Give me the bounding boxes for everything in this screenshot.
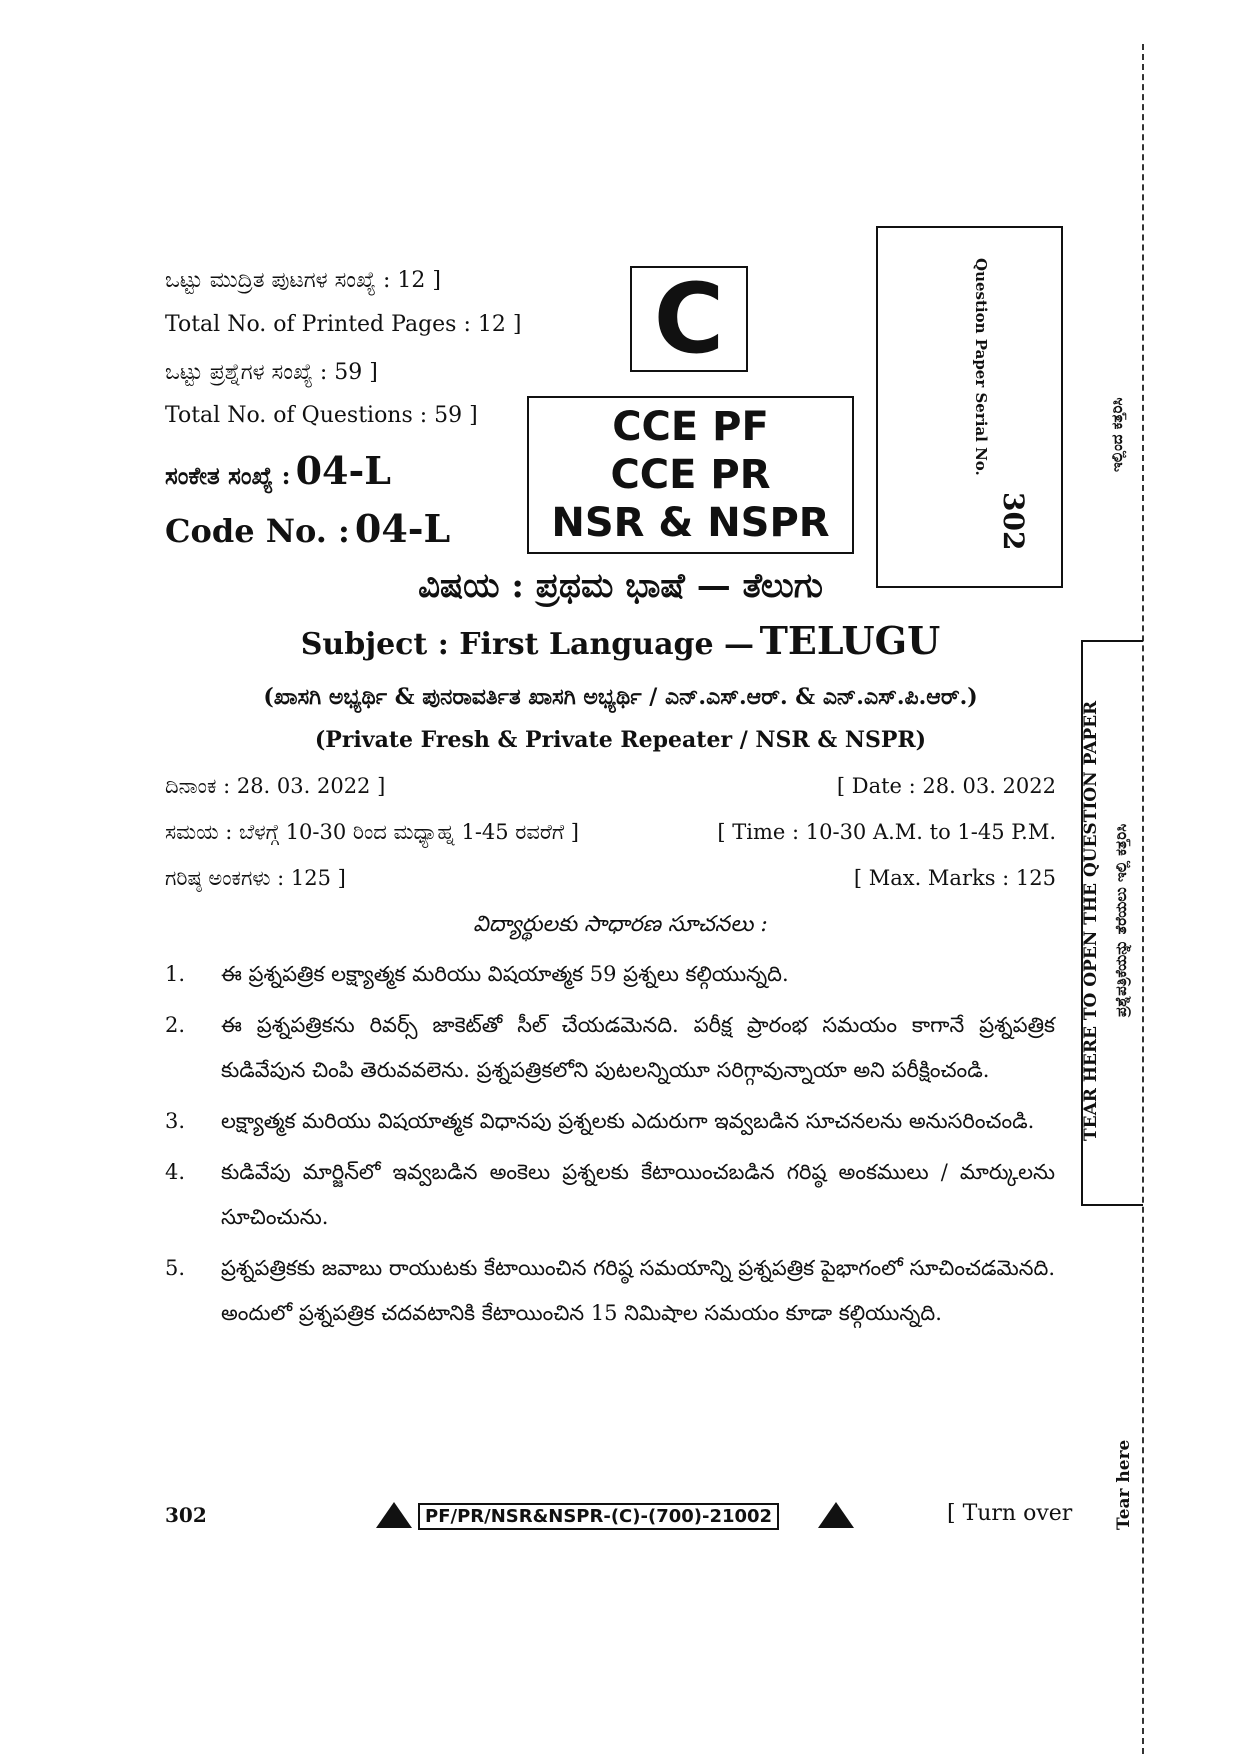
tear-instruction-english: TEAR HERE TO OPEN THE QUESTION PAPER	[1081, 700, 1101, 1142]
item-number: 4.	[165, 1160, 186, 1184]
max-marks-kannada: ಗರಿಷ್ಠ ಅಂಕಗಳು : 125 ]	[165, 866, 346, 890]
time-kannada: ಸಮಯ : ಬೆಳಗ್ಗೆ 10-30 ರಿಂದ ಮಧ್ಯಾಹ್ನ 1-45 ರವರೆಗೆ ]	[165, 820, 579, 844]
cut-here-kannada-top: ಇಲ್ಲಿಂದ ಕತ್ತರಿಸಿ	[1108, 397, 1126, 472]
code-label-english: Code No. :	[165, 512, 350, 550]
item-number: 3.	[165, 1109, 186, 1133]
exam-type-line: NSR & NSPR	[551, 500, 830, 546]
list-item	[165, 1003, 1055, 1093]
candidate-type-english: (Private Fresh & Private Repeater / NSR & NSPR)	[314, 727, 927, 753]
serial-number-label: Question Paper Serial No.	[972, 258, 990, 476]
code-value-kannada: 04-L	[295, 448, 391, 493]
exam-type-box	[527, 396, 854, 554]
triangle-right-icon	[818, 1502, 854, 1528]
date-english: [ Date : 28. 03. 2022	[836, 774, 1056, 798]
paper-code: PF/PR/NSR&NSPR-(C)-(700)-21002	[418, 1503, 779, 1530]
printed-pages-kannada: ಒಟ್ಟು ಮುದ್ರಿತ ಪುಟಗಳ ಸಂಖ್ಯೆ : 12 ]	[165, 268, 441, 293]
page-code: 302	[165, 1503, 207, 1527]
item-text: లక్ష్యాత్మక మరియు విషయాత్మక విధానపు ప్రశ్నలకు ఎదురుగా ఇవ్వబడిన సూచనలను అనుసరించండి.	[221, 1109, 1035, 1133]
exam-type-line: CCE PR	[610, 452, 771, 498]
subject-language: TELUGU	[759, 618, 941, 663]
date-kannada: ದಿನಾಂಕ : 28. 03. 2022 ]	[165, 774, 386, 798]
list-item	[165, 1150, 1055, 1240]
code-number-kannada	[165, 448, 391, 493]
subject-prefix: Subject : First Language —	[300, 627, 755, 662]
instructions-heading: విద్యార్థులకు సాధారణ సూచనలు :	[473, 912, 768, 937]
code-value-english: 04-L	[354, 506, 451, 551]
tear-instruction-kannada: ಪ್ರಶ್ನೆಪತ್ರಿಕೆಯನ್ನು ತೆರೆಯಲು ಇಲ್ಲಿ ಕತ್ತರಿಸಿ	[1112, 823, 1130, 1017]
subject-english	[0, 618, 1241, 663]
turn-over: [ Turn over	[947, 1501, 1073, 1526]
item-text: కుడివేపు మార్జిన్‌లో ఇవ్వబడిన అంకెలు ప్రశ్నలకు కేటాయించబడిన గరిష్ఠ అంకములు / మార్కులను సూచించును.	[221, 1160, 1055, 1229]
questions-count-english: Total No. of Questions : 59 ]	[165, 403, 478, 428]
subject-kannada: ವಿಷಯ : ಪ್ರಥಮ ಭಾಷೆ — ತೆಲುಗು	[418, 566, 823, 606]
item-text: ఈ ప్రశ్నపత్రికను రివర్స్ జాకెట్‌తో సీల్ చేయడమెనది. పరీక్ష ప్రారంభ సమయం కాగానే ప్రశ్నపత్రిక కుడివేపున చింపి తెరువవలెను. ప్రశ్నపత్రికలోని పుటలన్నియూ సరిగ్గావున్నాయా అని పరీక్షించండి.	[221, 1013, 1055, 1082]
item-number: 1.	[165, 962, 186, 986]
questions-count-kannada: ಒಟ್ಟು ಪ್ರಶ್ನೆಗಳ ಸಂಖ್ಯೆ : 59 ]	[165, 360, 378, 385]
item-number: 2.	[165, 1013, 186, 1037]
list-item	[165, 1246, 1055, 1336]
triangle-left-icon	[376, 1502, 412, 1528]
item-text: ప్రశ్నపత్రికకు జవాబు రాయుటకు కేటాయించిన గరిష్ఠ సమయాన్ని ప్రశ్నపత్రిక పైభాగంలో సూచించడమెనది. అందులో ప్రశ్నపత్రిక చదవటానికి కేటాయించిన 15 నిమిషాల సమయం కూడా కల్గియున్నది.	[221, 1256, 1055, 1325]
tear-here-label: Tear here	[1114, 1439, 1134, 1530]
code-label-kannada: ಸಂಕೇತ ಸಂಖ್ಯೆ :	[165, 461, 291, 490]
item-text: ఈ ప్రశ్నపత్రిక లక్ష్యాత్మక మరియు విషయాత్మక 59 ప్రశ్నలు కల్గియున్నది.	[221, 962, 789, 986]
list-item	[165, 952, 1055, 997]
exam-type-line: CCE PF	[612, 404, 769, 450]
code-number-english	[165, 506, 450, 551]
candidate-type-kannada: (ಖಾಸಗಿ ಅಭ್ಯರ್ಥಿ & ಪುನರಾವರ್ತಿತ ಖಾಸಗಿ ಅಭ್ಯರ್ಥಿ / ಎನ್.ಎಸ್.ಆರ್. & ಎನ್.ಎಸ್.ಪಿ.ಆರ್.)	[263, 684, 978, 710]
max-marks-english: [ Max. Marks : 125	[853, 866, 1056, 890]
version-letter-box: C	[630, 266, 748, 372]
list-item	[165, 1099, 1055, 1144]
printed-pages-english: Total No. of Printed Pages : 12 ]	[165, 312, 522, 337]
instructions-list	[165, 952, 1055, 1336]
time-english: [ Time : 10-30 A.M. to 1-45 P.M.	[717, 820, 1056, 844]
serial-number-value: 302	[997, 492, 1030, 551]
item-number: 5.	[165, 1256, 186, 1280]
